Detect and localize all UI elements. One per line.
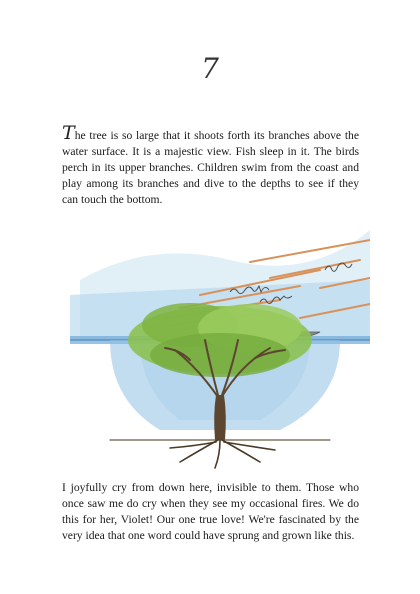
paragraph-2: I joyfully cry from down here, invisible to them. Those who once saw me do cry when they see my occasional fires. We do this for her, Violet! Our one true love! We're fascinated by the very idea that one word could have sprung and grown like this. <box>62 481 359 542</box>
page-number: 7 <box>201 52 219 85</box>
ground-roots <box>110 440 330 468</box>
paragraph-1-text: he tree is so large that it shoots forth its branches above the water surface. It is a majestic view. Fish sleep in it. The birds perch in its upper branches. Children swim from the coast and play among its branches and dive to the depths to see if they can touch the bottom. <box>62 129 359 206</box>
paragraph-1 <box>62 122 359 208</box>
drop-cap: T <box>62 122 75 144</box>
tree-trunk <box>214 395 226 440</box>
tree-illustration <box>70 200 370 470</box>
